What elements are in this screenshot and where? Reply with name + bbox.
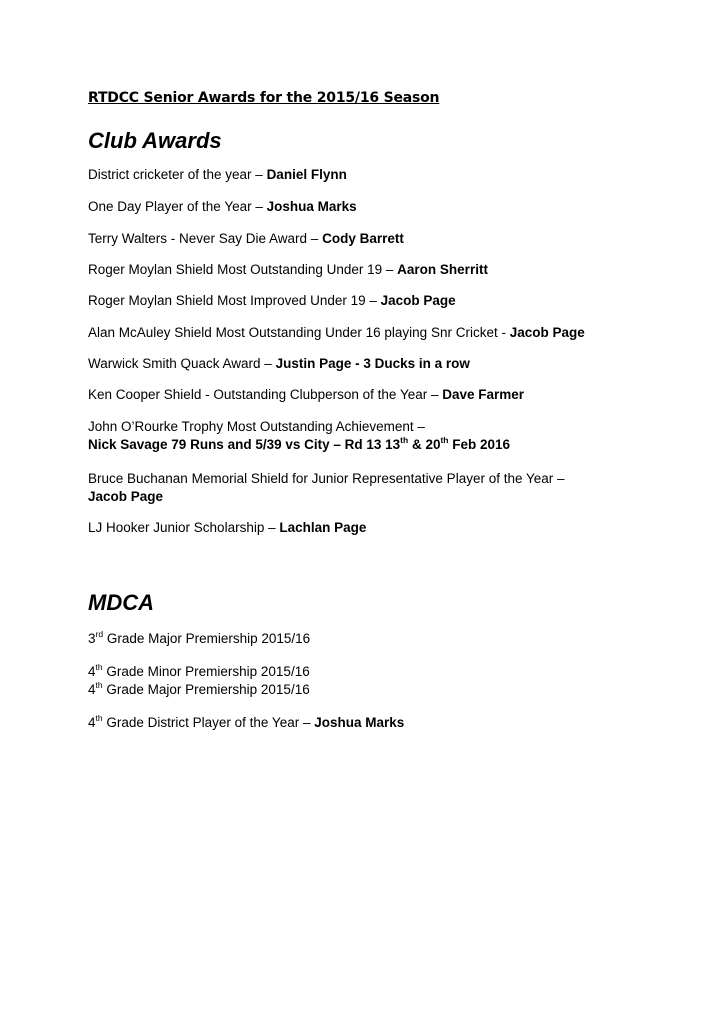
award-label: Roger Moylan Shield Most Outstanding Under 19 – <box>88 262 398 277</box>
award-line <box>88 355 470 373</box>
award-line <box>88 292 456 310</box>
award-label: LJ Hooker Junior Scholarship – <box>88 520 280 535</box>
mdca-heading: MDCA <box>88 590 154 615</box>
award-line <box>88 166 347 184</box>
award-line <box>88 324 585 342</box>
mdca-line: 3rd Grade Major Premiership 2015/16 <box>88 628 311 646</box>
award-winner: Cody Barrett <box>322 231 404 246</box>
award-line <box>88 230 404 248</box>
mdca-line: 4th Grade District Player of the Year – Joshua Marks <box>88 712 405 730</box>
mdca-line: 4th Grade Minor Premiership 2015/16 <box>88 661 310 679</box>
award-winner: Daniel Flynn <box>266 167 347 182</box>
award-label: District cricketer of the year – <box>88 167 267 182</box>
award-winner: Dave Farmer <box>442 387 525 402</box>
award-label: Alan McAuley Shield Most Outstanding Under 16 playing Snr Cricket - <box>88 325 510 340</box>
mdca-line: 4th Grade Major Premiership 2015/16 <box>88 679 310 697</box>
award-line <box>88 519 366 537</box>
document-title: RTDCC Senior Awards for the 2015/16 Season <box>88 90 440 106</box>
memorial-winner: Jacob Page <box>88 489 164 504</box>
award-winner: Joshua Marks <box>266 199 357 214</box>
award-label: One Day Player of the Year – <box>88 199 267 214</box>
award-winner: Justin Page - 3 Ducks in a row <box>275 356 470 371</box>
award-winner: Aaron Sherritt <box>397 262 488 277</box>
award-label: Terry Walters - Never Say Die Award – <box>88 231 323 246</box>
award-winner: Jacob Page <box>380 293 456 308</box>
award-label: Warwick Smith Quack Award – <box>88 356 276 371</box>
trophy-winner: Nick Savage 79 Runs and 5/39 vs City – Rd 13 13th & 20th Feb 2016 <box>88 434 511 452</box>
award-line <box>88 198 357 216</box>
award-winner: Jacob Page <box>509 325 585 340</box>
club-awards-heading: Club Awards <box>88 128 222 153</box>
award-line <box>88 386 524 404</box>
award-line <box>88 261 488 279</box>
trophy-label: John O’Rourke Trophy Most Outstanding Achievement – <box>88 419 425 434</box>
award-label: Roger Moylan Shield Most Improved Under 19 – <box>88 293 381 308</box>
memorial-label: Bruce Buchanan Memorial Shield for Junior Representative Player of the Year – <box>88 471 565 486</box>
award-winner: Lachlan Page <box>279 520 367 535</box>
award-label: Ken Cooper Shield - Outstanding Clubperson of the Year – <box>88 387 443 402</box>
